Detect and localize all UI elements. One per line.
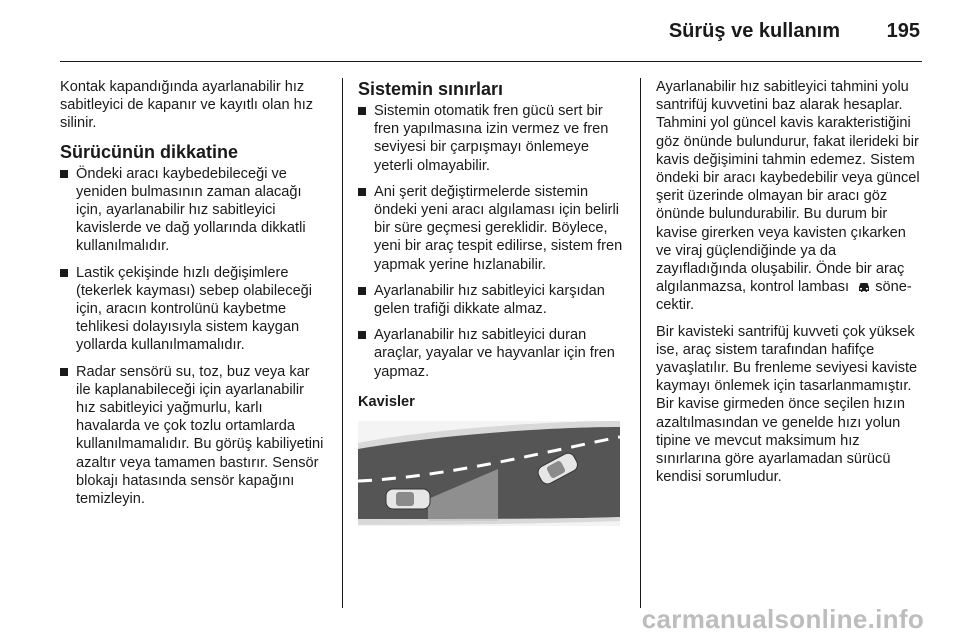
curves-paragraph-2: Bir kavisteki santrifüj kuvveti çok yüksek ise, araç sistem tarafından hafifçe yavaşlatılır. Bu frenleme seviyesi kaviste kaymayı önlemek için tasarlanmamıştır. Bir kavise girmeden önce seçilen hızın azaltılmasından ve genelde hızı yolun tipine ve mevcut maksimum hız sınırlarına göre ayarlamadan sürücü kendisi sorumludur.	[656, 323, 918, 486]
bullet-list-system-limits	[358, 102, 624, 381]
curves-paragraph-1: Ayarlanabilir hız sabitleyici tahmini yolu santrifüj kuvvetini baz alarak hesaplar. Tahmini yol güncel kavis karakteristiğini göz önünde bulundurur, fakat ilerideki bir kavis değişimini tahmin edemez. Sistem öndeki bir aracı kaybedebilir veya güncel şerit üzerinde olmayan bir aracı göz önünde bulundurabilir. Bu durum bir kavise girerken veya kavisten çıkarken ve viraj güçlendiğinde ya da zayıfladığında oluşabilir. Önde bir araç algılanmazsa, kontrol lambası sönecektir.	[656, 79, 920, 314]
list-item: Lastik çekişinde hızlı değişimlere (tekerlek kayması) sebep olabileceği için, aracın kontrolünü kaybetme tehlikesi dolayısıyla sistem kaygan yollarda kullanılmamalıdır.	[60, 264, 326, 355]
bullet-square-icon	[60, 368, 68, 376]
bullet-square-icon	[358, 188, 366, 196]
car-ahead-indicator-icon	[857, 281, 871, 293]
list-item: Ani şerit değiştirmelerde sistemin öndeki yeni aracı algılaması için belirli bir süre geçmesi gereklidir. Böylece, yeni bir araç tespit edilirse, sistem fren yapmak yerine hızlanabilir.	[358, 183, 624, 274]
list-item: Ayarlanabilir hız sabitleyici duran araçlar, yayalar ve hayvanlar için fren yapmaz.	[358, 326, 624, 381]
subheading-curves: Kavisler	[358, 393, 415, 410]
column-divider	[640, 78, 641, 608]
column-middle	[358, 78, 624, 531]
header-divider	[60, 61, 922, 62]
bullet-square-icon	[358, 331, 366, 339]
column-right	[656, 78, 924, 494]
bullet-square-icon	[358, 287, 366, 295]
section-title: Sürüş ve kullanım	[668, 20, 840, 42]
bullet-square-icon	[60, 170, 68, 178]
list-item: Radar sensörü su, toz, buz veya kar ile kaplanabileceği için ayarlanabilir hız sabitleyici yağmurlu, karlı havalarda ve çok tozlu ortamlarda kullanılmamalıdır. Bu görüş kabiliyetini azaltır veya tamamen bastırır. Sensör blokajı hatasında sensör kapağını temizleyin.	[60, 363, 326, 509]
list-item: Öndeki aracı kaybedebileceği ve yeniden bulmasının zaman alacağı için, ayarlanabilir hız sabitleyici kavislerde ve dağ yollarında dikkatli kullanılmalıdır.	[60, 165, 326, 256]
list-item: Sistemin otomatik fren gücü sert bir fren yapılmasına izin vermez ve fren seviyesi bir çarpışmayı önlemeye yeterli olmayabilir.	[358, 102, 624, 175]
bullet-square-icon	[60, 269, 68, 277]
bullet-square-icon	[358, 107, 366, 115]
column-divider	[342, 78, 343, 608]
watermark: carmanualsonline.info	[641, 604, 924, 634]
column-left	[60, 78, 326, 516]
own-car-icon	[386, 489, 430, 509]
curve-illustration	[358, 421, 620, 526]
heading-driver-attention: Sürücünün dikkatine	[60, 141, 239, 162]
intro-paragraph: Kontak kapandığında ayarlanabilir hız sabitleyici de kapanır ve kayıtlı olan hız silinir.	[60, 79, 314, 132]
page-header	[0, 0, 960, 60]
page-number: 195	[886, 20, 920, 42]
list-item: Ayarlanabilir hız sabitleyici karşıdan gelen trafiği dikkate almaz.	[358, 282, 624, 318]
bullet-list-driver-attention	[60, 165, 326, 509]
heading-system-limits: Sistemin sınırları	[358, 79, 504, 99]
